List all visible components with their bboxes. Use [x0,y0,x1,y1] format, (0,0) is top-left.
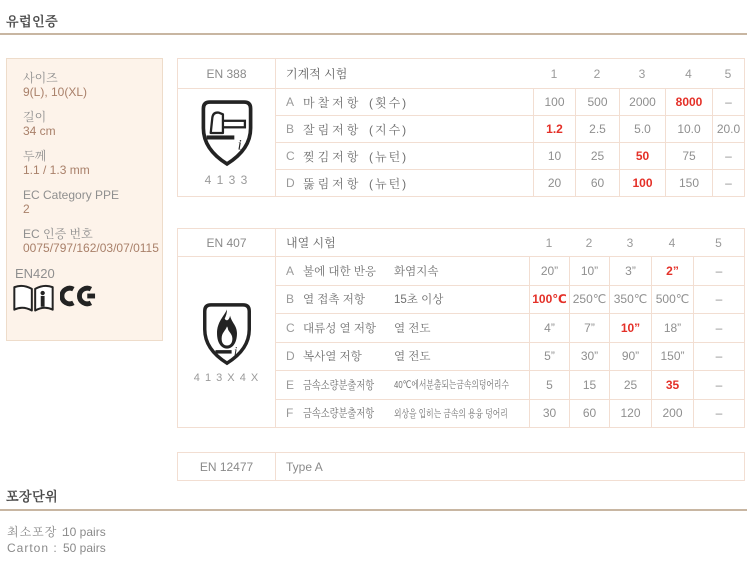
level-value-cell: – [693,285,744,314]
level-value-cell: 30” [569,342,609,371]
svg-text:i: i [237,137,242,154]
level-header-cell: 4 [685,66,692,81]
section-divider [0,509,747,511]
en407-table [177,228,745,428]
test-name-cell [276,285,529,314]
level-value-cell: 2.5 [575,115,619,142]
spec-panel [6,58,163,341]
level-value-cell: 250℃ [569,285,609,314]
section-title-packaging: 포장단위 [6,489,59,504]
level-value-cell: 15 [569,370,609,399]
level-value-cell: – [712,169,744,196]
test-desc: 열 전도 [394,351,431,364]
level-value-cell: – [693,342,744,371]
test-desc: 열 전도 [394,322,431,335]
test-name: 금속소량분출저항 [303,408,375,421]
spec-value: 1.1 / 1.3 mm [23,163,90,177]
level-value-cell: 150 [665,169,712,196]
shield-hammer-icon [196,98,258,168]
test-name-cell [276,399,529,428]
test-name-cell [276,115,533,142]
spec-item [23,71,162,100]
level-value-cell: 120 [609,399,651,428]
test-letter: B [286,292,295,307]
spec-value: 0075/797/162/03/07/0115 [23,241,159,255]
level-value-cell: 8000 [665,88,712,115]
test-name: 불에 대한 반응 [303,265,377,278]
test-unit: (뉴턴) [369,149,409,164]
test-letter: D [286,176,295,190]
test-name-cell [276,370,529,399]
level-value-cell: 5 [529,370,569,399]
level-value-cell: 10.0 [665,115,712,142]
book-info-icon [11,283,56,313]
level-header-cell: 1 [550,66,558,81]
test-letter: B [286,122,295,136]
level-value-cell: 150” [651,342,693,371]
level-value-cell: 100℃ [529,285,569,314]
level-value-cell: – [693,399,744,428]
test-name-cell [276,256,529,285]
en407-code: EN 407 [178,229,276,256]
level-value-cell: 5.0 [619,115,665,142]
level-value-cell: 20.0 [712,115,744,142]
level-value-cell: 1.2 [533,115,575,142]
level-value-cell: 7” [569,313,609,342]
test-name: 뚫림저항 [303,176,362,191]
level-value-cell: 25 [575,142,619,169]
ce-mark-icon [60,283,97,309]
spec-items [23,71,162,256]
level-value-cell: 10” [569,256,609,285]
spec-item [23,110,162,139]
test-desc: 15초 이상 [394,294,444,307]
test-letter: D [286,349,295,364]
level-value-cell: 10 [533,142,575,169]
shield-flame-icon [197,301,257,367]
test-unit: (뉴턴) [369,176,409,191]
level-value-cell: 4” [529,313,569,342]
level-value-cell: 50 [619,142,665,169]
section-divider [0,33,747,35]
svg-text:i: i [233,343,237,358]
level-value-cell: – [712,88,744,115]
spec-value: 34 cm [23,124,56,138]
level-value-cell: – [693,256,744,285]
level-header-cell: 5 [715,235,722,250]
level-header-cell: 2 [593,66,601,81]
level-header-cell: 3 [638,66,646,81]
en12477-type: Type A [286,459,323,474]
test-unit: (횟수) [369,95,409,110]
level-header-cell: 5 [724,66,732,81]
spec-item [23,149,162,178]
packaging-row [7,524,106,540]
test-desc: 40℃에서분출되는금속의덩어리수 [394,379,509,392]
level-value-cell: 100 [619,169,665,196]
packaging-value: 10 pairs [63,525,106,539]
test-letter: C [286,149,295,163]
packaging-label: 최소포장 : [7,525,67,539]
en388-pictogram-cell [178,88,276,196]
level-header-cell: 4 [668,235,676,250]
en407-rating: 4 1 3 X 4 X [193,371,260,384]
en407-title: 내열 시험 [286,236,336,250]
en388-code: EN 388 [178,59,276,88]
spec-value: 2 [23,202,30,216]
test-name: 마찰저항 [303,95,362,110]
section-title-eu-certification: 유럽인증 [6,14,59,29]
test-letter: C [286,320,295,335]
test-letter: A [286,263,295,278]
test-name: 열 접촉 저항 [303,294,365,307]
test-name-cell [276,88,533,115]
level-value-cell: 60 [569,399,609,428]
test-letter: E [286,377,295,392]
spec-label: 두께 [23,149,47,163]
test-name: 복사열 저항 [303,351,362,364]
en388-table [177,58,745,197]
en407-pictogram-cell [178,256,276,427]
test-desc: 화염지속 [394,265,439,278]
test-desc: 외상을 입히는 금속의 용융 덩어리 [394,407,508,420]
en420-label: EN420 [15,266,55,281]
level-value-cell: 350℃ [609,285,651,314]
level-value-cell: 75 [665,142,712,169]
level-value-cell: 10” [609,313,651,342]
level-value-cell: – [693,313,744,342]
spec-value: 9(L), 10(XL) [23,85,88,99]
spec-label: EC Category PPE [23,188,120,202]
packaging-info [7,524,106,556]
level-value-cell: 30 [529,399,569,428]
level-header-cell: 3 [626,235,634,250]
level-header-cell: 2 [585,235,593,250]
test-name: 찢김저항 [303,149,362,164]
packaging-label: Carton : [7,541,58,555]
level-value-cell: 20” [529,256,569,285]
spec-label: 사이즈 [23,71,58,85]
level-header-cell: 1 [545,235,553,250]
level-value-cell: 18” [651,313,693,342]
level-value-cell: 5” [529,342,569,371]
level-value-cell: 2000 [619,88,665,115]
test-name-cell [276,142,533,169]
test-letter: A [286,95,295,109]
level-value-cell: 500℃ [651,285,693,314]
level-value-cell: – [693,370,744,399]
level-value-cell: 60 [575,169,619,196]
test-letter: F [286,406,294,421]
level-value-cell: 90” [609,342,651,371]
en12477-code: EN 12477 [178,453,276,480]
level-value-cell: 20 [533,169,575,196]
test-name: 대류성 열 저항 [303,322,377,335]
spec-label: EC 인증 번호 [23,227,93,241]
spec-item [23,227,162,256]
test-unit: (지수) [369,122,409,137]
en388-title: 기계적 시험 [286,67,348,81]
test-name: 잘림저항 [303,122,362,137]
certification-marks [11,283,162,313]
test-name-cell [276,169,533,196]
test-name-cell [276,313,529,342]
level-value-cell: 500 [575,88,619,115]
packaging-row [7,540,106,556]
level-value-cell: – [712,142,744,169]
level-value-cell: 2” [651,256,693,285]
level-value-cell: 200 [651,399,693,428]
test-name-cell [276,342,529,371]
level-value-cell: 100 [533,88,575,115]
test-name: 금속소량분출저항 [303,379,375,392]
en388-rating: 4 1 3 3 [204,173,249,187]
level-value-cell: 25 [609,370,651,399]
level-value-cell: 3” [609,256,651,285]
spec-item [23,188,162,217]
en12477-table [177,452,745,481]
packaging-value: 50 pairs [63,541,106,555]
spec-label: 길이 [23,110,47,124]
level-value-cell: 35 [651,370,693,399]
